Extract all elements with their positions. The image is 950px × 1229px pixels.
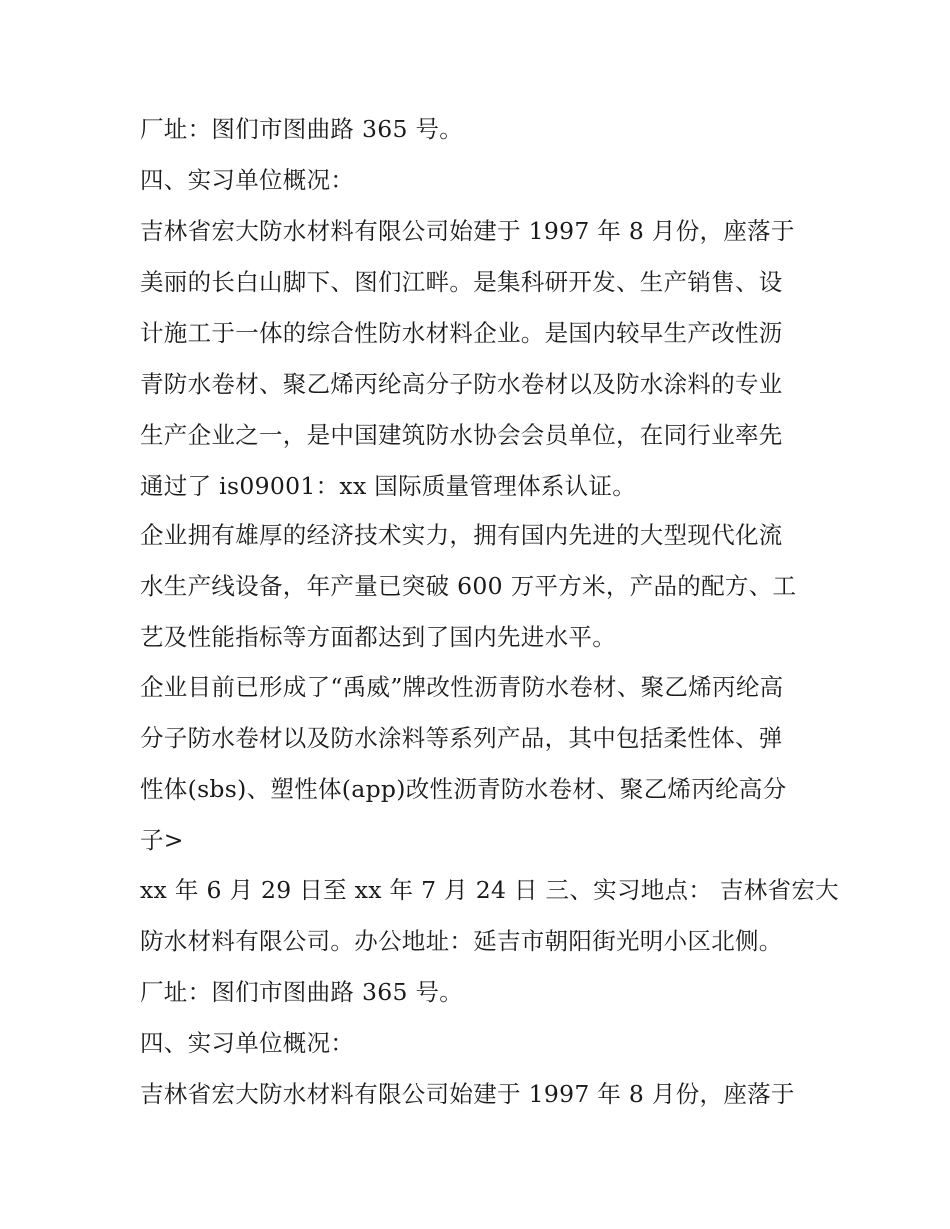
text-line: 企业目前已形成了“禹威”牌改性沥青防水卷材、聚乙烯丙纶高 (140, 673, 784, 701)
text-line: 青防水卷材、聚乙烯丙纶高分子防水卷材以及防水涂料的专业 (140, 370, 783, 398)
text-line: 防水材料有限公司。办公地址：延吉市朝阳街光明小区北侧。 (140, 927, 783, 955)
text-line: xx 年 6 月 29 日至 xx 年 7 月 24 日 三、实习地点： 吉林省宏大 (140, 876, 839, 904)
text-line: 厂址：图们市图曲路 365 号。 (140, 115, 464, 143)
text-line: 子> (140, 826, 184, 854)
text-line: 厂址：图们市图曲路 365 号。 (140, 978, 464, 1006)
text-line: 吉林省宏大防水材料有限公司始建于 1997 年 8 月份，座落于 (140, 217, 795, 245)
text-line: 生产企业之一，是中国建筑防水协会会员单位，在同行业率先 (140, 421, 783, 449)
text-line: 吉林省宏大防水材料有限公司始建于 1997 年 8 月份，座落于 (140, 1080, 795, 1108)
text-line: 四、实习单位概况： (140, 166, 355, 194)
text-line: 水生产线设备，年产量已突破 600 万平方米，产品的配方、工 (140, 572, 797, 600)
text-line: 艺及性能指标等方面都达到了国内先进水平。 (140, 623, 616, 651)
text-line: 美丽的长白山脚下、图们江畔。是集科研开发、生产销售、设 (140, 268, 783, 296)
text-line: 通过了 is09001：xx 国际质量管理体系认证。 (140, 472, 637, 500)
text-line: 四、实习单位概况： (140, 1029, 355, 1057)
text-line: 计施工于一体的综合性防水材料企业。是国内较早生产改性沥 (140, 319, 783, 347)
text-line: 性体(sbs)、塑性体(app)改性沥青防水卷材、聚乙烯丙纶高分 (140, 775, 787, 803)
text-line: 企业拥有雄厚的经济技术实力，拥有国内先进的大型现代化流 (140, 521, 783, 549)
text-line: 分子防水卷材以及防水涂料等系列产品，其中包括柔性体、弹 (140, 724, 783, 752)
